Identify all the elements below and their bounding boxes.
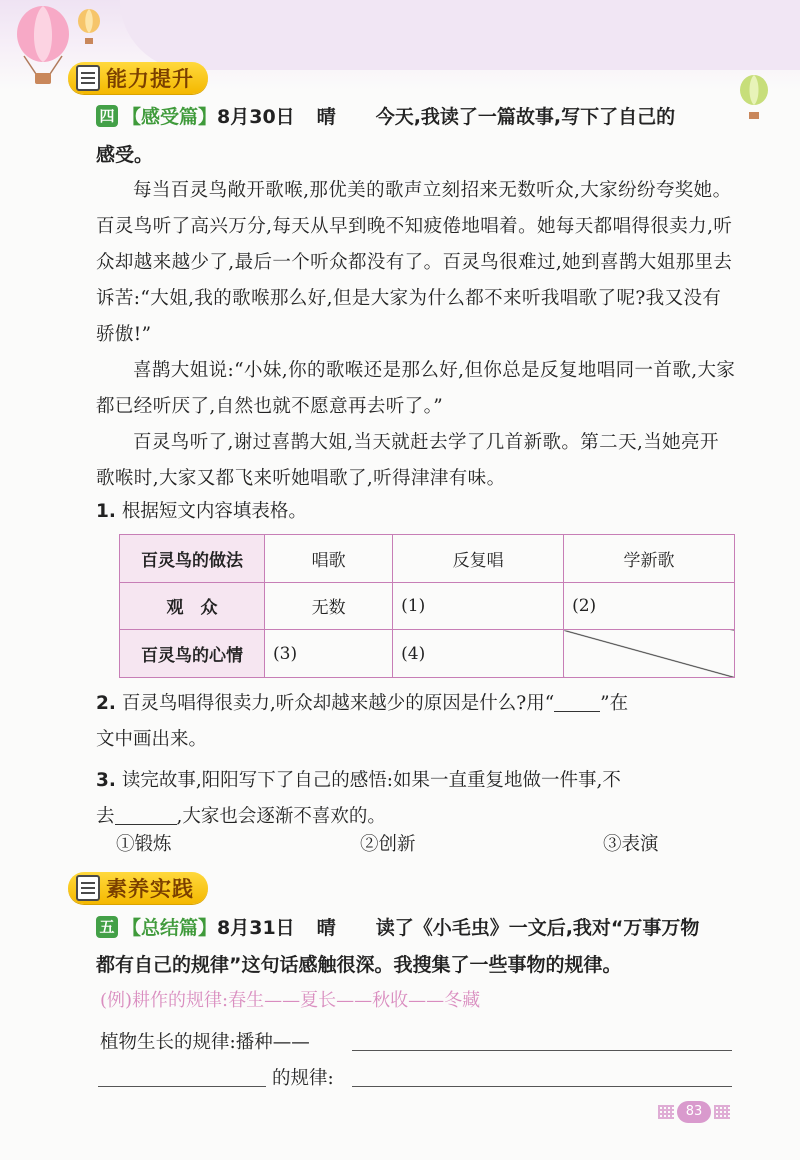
q5-weather: 晴 xyxy=(316,917,336,939)
table-cell: 观 众 xyxy=(120,582,265,630)
table-row xyxy=(120,630,735,678)
q5-header xyxy=(96,910,746,946)
q4-sub1: 1. 根据短文内容填表格。 xyxy=(96,501,307,522)
section-tag-ability xyxy=(68,62,208,94)
pencil-note-icon xyxy=(76,875,100,901)
table-cell: 无数 xyxy=(265,582,393,630)
q5-number: 五 xyxy=(96,916,118,938)
answer-blank-3[interactable]: (3) xyxy=(265,630,393,678)
answer-blank-4[interactable]: (4) xyxy=(393,630,564,678)
section-tag-practice xyxy=(68,872,208,904)
section-label: 能力提升 xyxy=(106,67,194,91)
q4-sub3-cont: 去 ,大家也会逐渐不喜欢的。 xyxy=(96,806,386,827)
section-label: 素养实践 xyxy=(106,877,194,901)
table-cell: 学新歌 xyxy=(564,535,735,583)
q4-sub3: 3. 读完故事,阳阳写下了自己的感悟:如果一直重复地做一件事,不 xyxy=(96,770,621,791)
table-diagonal-cell xyxy=(564,630,735,678)
table-cell: 反复唱 xyxy=(393,535,564,583)
q5-intro-a: 读了《小毛虫》一文后,我对“万事万物 xyxy=(375,917,700,939)
answer-blank-5[interactable] xyxy=(115,824,177,825)
table-row xyxy=(120,582,735,630)
q4-date: 8月30日 xyxy=(217,106,295,128)
example-line: (例)耕作的规律:春生——夏长——秋收——冬藏 xyxy=(100,990,481,1011)
q5-date: 8月31日 xyxy=(217,917,295,939)
notebook-icon xyxy=(76,65,100,91)
underline-sample xyxy=(554,711,600,712)
table-cell: 百灵鸟的心情 xyxy=(120,630,265,678)
option-3[interactable]: ③表演 xyxy=(603,834,659,855)
table-cell: 百灵鸟的做法 xyxy=(120,535,265,583)
q4-sub2-cont: 文中画出来。 xyxy=(96,729,208,750)
q4-intro-b: 感受。 xyxy=(96,144,154,166)
page-number-badge xyxy=(655,1100,733,1124)
q5-intro-b: 都有自己的规律”这句话感触很深。我搜集了一些事物的规律。 xyxy=(96,954,622,976)
story-paragraph: 每当百灵鸟敞开歌喉,那优美的歌声立刻招来无数听众,大家纷纷夸奖她。百灵鸟听了高兴万分,每天从早到晚不知疲倦地唱着。她每天都唱得很卖力,听众却越来越少了,最后一个听众都没有了。百灵鸟很难过,她到喜鹊大姐那里去诉苦:“大姐,我的歌喉那么好,但是大家为什么都不来听我唱歌了呢?我又没有骄傲!” xyxy=(96,180,733,345)
table-cell: 唱歌 xyxy=(265,535,393,583)
plant-law-label: 植物生长的规律:播种—— xyxy=(100,1032,310,1053)
q4-sub2: 2. 百灵鸟唱得很卖力,听众却越来越少的原因是什么?用“ ”在 xyxy=(96,693,629,714)
story-text xyxy=(96,173,736,497)
small-balloon-icon xyxy=(74,8,104,48)
answer-blank-2[interactable]: (2) xyxy=(564,582,735,630)
page-number: 83 xyxy=(677,1101,712,1123)
q4-number: 四 xyxy=(96,105,118,127)
law-label: 的规律: xyxy=(272,1068,334,1089)
story-paragraph: 百灵鸟听了,谢过喜鹊大姐,当天就赶去学了几首新歌。第二天,当她亮开歌喉时,大家又都飞来听她唱歌了,听得津津有味。 xyxy=(96,432,719,489)
answer-line-law[interactable] xyxy=(352,1086,732,1087)
q4-tag: 【感受篇】 xyxy=(122,106,218,128)
answer-table xyxy=(119,534,735,678)
q4-intro-a: 今天,我读了一篇故事,写下了自己的 xyxy=(375,106,676,128)
option-1[interactable]: ①锻炼 xyxy=(116,834,172,855)
option-2[interactable]: ②创新 xyxy=(360,834,416,855)
answer-line-plant[interactable] xyxy=(352,1050,732,1051)
answer-blank-1[interactable]: (1) xyxy=(393,582,564,630)
table-row xyxy=(120,535,735,583)
story-paragraph: 喜鹊大姐说:“小妹,你的歌喉还是那么好,但你总是反复地唱同一首歌,大家都已经听厌了,自然也就不愿意再去听了。” xyxy=(96,360,736,417)
q4-weather: 晴 xyxy=(316,106,336,128)
q5-tag: 【总结篇】 xyxy=(122,917,218,939)
q4-header xyxy=(96,99,746,135)
answer-line-topic[interactable] xyxy=(98,1086,266,1087)
